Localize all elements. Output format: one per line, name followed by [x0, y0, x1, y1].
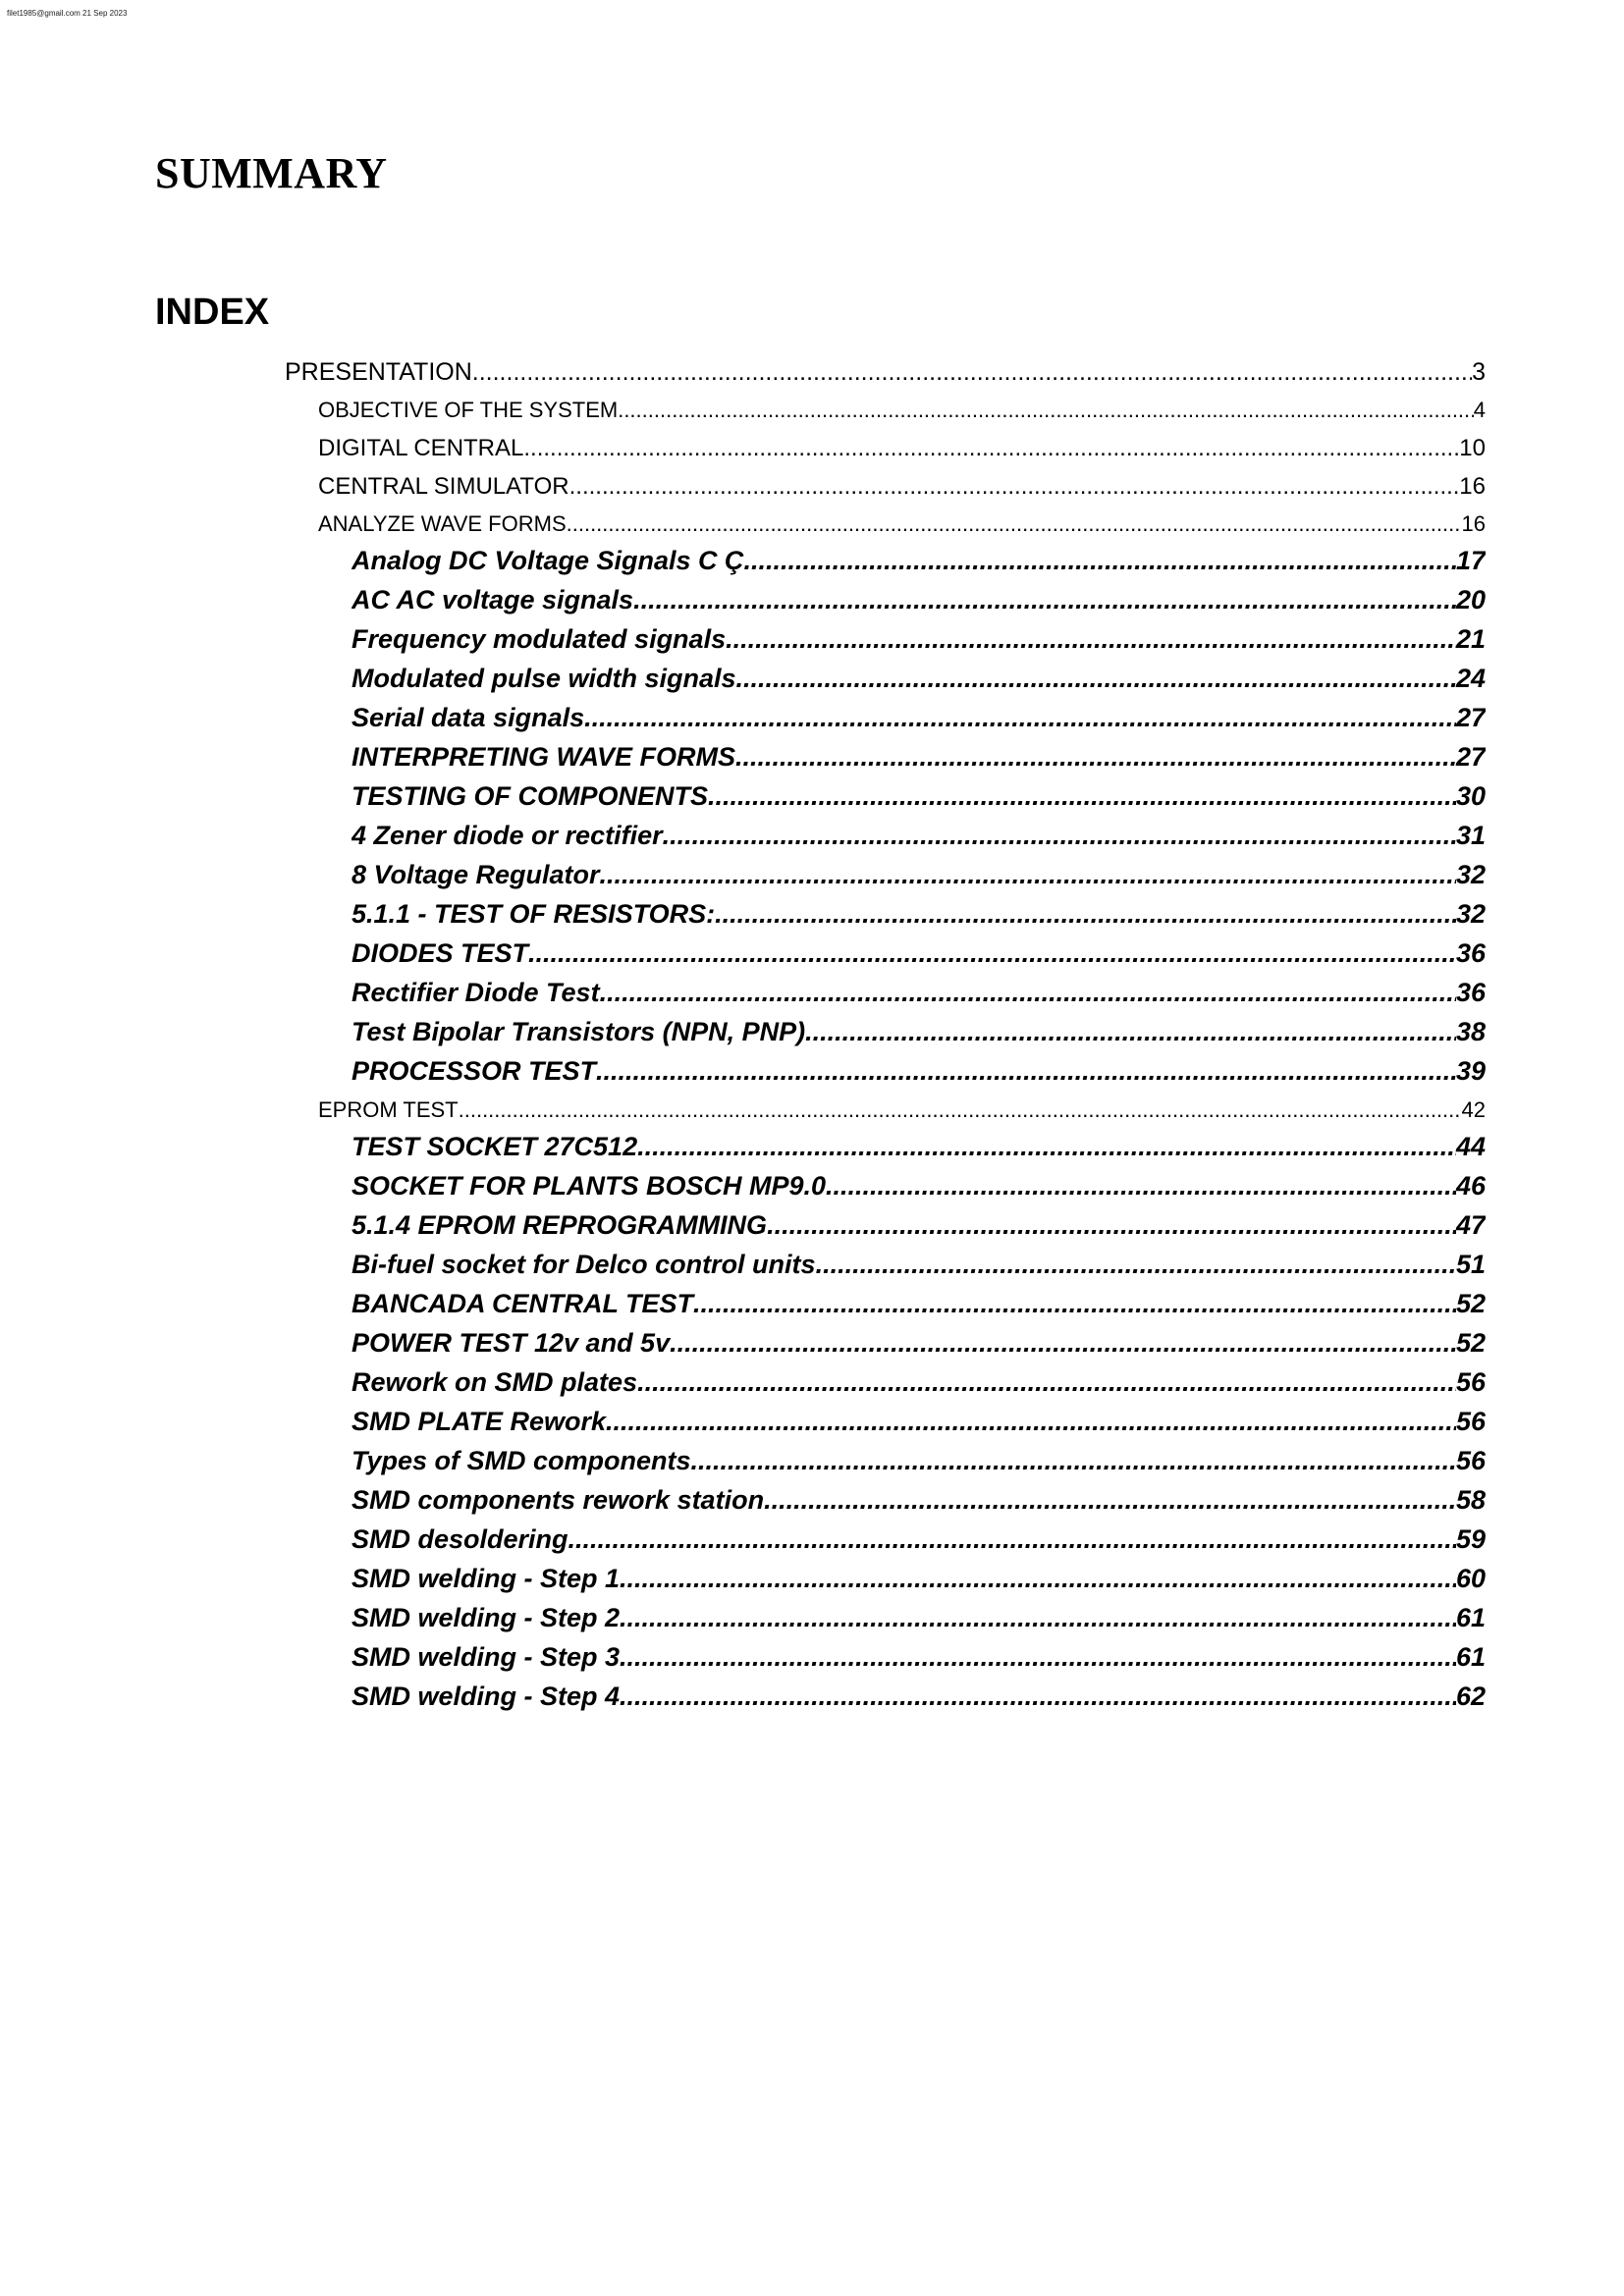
toc-dot-leader: [620, 1564, 1456, 1594]
toc-dot-leader: [726, 624, 1456, 655]
toc-page-number: 56: [1455, 1446, 1486, 1475]
toc-dot-leader: [708, 781, 1456, 812]
toc-page-number: 42: [1461, 1097, 1486, 1122]
toc-entry-title: INTERPRETING WAVE FORMS: [352, 742, 736, 772]
toc-entry[interactable]: [352, 546, 1486, 581]
toc-page-number: 39: [1455, 1056, 1486, 1086]
toc-page-number: 61: [1455, 1642, 1486, 1672]
toc-page-number: 17: [1455, 546, 1486, 575]
toc-dot-leader: [715, 899, 1456, 930]
watermark-text: filet1985@gmail.com 21 Sep 2023: [7, 9, 128, 18]
toc-dot-leader: [764, 1485, 1456, 1516]
toc-dot-leader: [736, 664, 1456, 694]
toc-entry-title: Frequency modulated signals: [352, 624, 727, 654]
toc-entry-title: SMD desoldering: [352, 1524, 568, 1554]
toc-entry[interactable]: [352, 1056, 1486, 1092]
toc-page-number: 52: [1455, 1328, 1486, 1358]
toc-entry[interactable]: [352, 585, 1486, 620]
toc-entry-title: DIODES TEST: [352, 938, 529, 968]
toc-dot-leader: [767, 1210, 1456, 1241]
toc-dot-leader: [663, 821, 1456, 851]
toc-entry-title: ANALYZE WAVE FORMS: [318, 511, 567, 536]
toc-dot-leader: [693, 1289, 1456, 1319]
toc-dot-leader: [620, 1642, 1456, 1673]
toc-page-number: 21: [1455, 624, 1486, 654]
toc-page-number: 32: [1455, 899, 1486, 929]
toc-page-number: 62: [1455, 1682, 1486, 1711]
toc-entry-title: SMD welding - Step 4: [352, 1682, 621, 1711]
toc-entry-title: SMD welding - Step 2: [352, 1603, 621, 1632]
toc-page-number: 58: [1455, 1485, 1486, 1515]
toc-dot-leader: [637, 1367, 1456, 1398]
toc-entry-title: EPROM TEST: [318, 1097, 459, 1122]
toc-entry[interactable]: [352, 1171, 1486, 1206]
toc-page-number: 27: [1455, 742, 1486, 772]
toc-entry[interactable]: [352, 1485, 1486, 1521]
toc-entry[interactable]: [318, 473, 1486, 505]
toc-entry-title: POWER TEST 12v and 5v: [352, 1328, 671, 1358]
toc-dot-leader: [472, 358, 1472, 387]
toc-page-number: 3: [1472, 358, 1486, 386]
toc-dot-leader: [459, 1097, 1462, 1123]
toc-dot-leader: [618, 398, 1474, 423]
toc-entry[interactable]: [352, 742, 1486, 777]
toc-entry[interactable]: [318, 398, 1486, 429]
toc-entry-title: 5.1.4 EPROM REPROGRAMMING: [352, 1210, 768, 1240]
toc-page-number: 27: [1455, 703, 1486, 732]
page-title: SUMMARY: [155, 149, 388, 197]
toc-dot-leader: [568, 1524, 1456, 1555]
toc-entry-title: Rework on SMD plates: [352, 1367, 638, 1397]
toc-entry[interactable]: [318, 1097, 1486, 1129]
toc-page-number: 51: [1455, 1250, 1486, 1279]
toc-entry-title: 8 Voltage Regulator: [352, 860, 600, 889]
toc-entry-title: TEST SOCKET 27C512: [352, 1132, 638, 1161]
toc-page-number: 56: [1455, 1407, 1486, 1436]
index-heading: INDEX: [155, 292, 270, 333]
toc-entry[interactable]: [352, 1446, 1486, 1481]
toc-dot-leader: [600, 978, 1456, 1008]
toc-entry[interactable]: [352, 703, 1486, 738]
toc-dot-leader: [826, 1171, 1456, 1201]
toc-dot-leader: [816, 1250, 1456, 1280]
toc-dot-leader: [744, 546, 1456, 576]
toc-page-number: 56: [1455, 1367, 1486, 1397]
toc-entry-title: SOCKET FOR PLANTS BOSCH MP9.0: [352, 1171, 827, 1201]
toc-dot-leader: [523, 435, 1459, 462]
toc-page-number: 31: [1455, 821, 1486, 850]
toc-page-number: 16: [1459, 473, 1486, 500]
toc-entry-title: TESTING OF COMPONENTS: [352, 781, 709, 811]
toc-page-number: 47: [1455, 1210, 1486, 1240]
toc-dot-leader: [584, 703, 1456, 733]
toc-entry[interactable]: [352, 1407, 1486, 1442]
toc-entry[interactable]: [352, 978, 1486, 1013]
toc-entry-title: Serial data signals: [352, 703, 585, 732]
toc-entry[interactable]: [352, 1017, 1486, 1052]
toc-dot-leader: [620, 1603, 1456, 1633]
toc-entry-title: OBJECTIVE OF THE SYSTEM: [318, 398, 619, 422]
toc-page-number: 20: [1455, 585, 1486, 614]
toc-entry-title: SMD welding - Step 3: [352, 1642, 621, 1672]
toc-entry-title: Analog DC Voltage Signals C Ç: [352, 546, 744, 575]
toc-dot-leader: [670, 1328, 1456, 1359]
toc-page-number: 30: [1455, 781, 1486, 811]
toc-entry[interactable]: [352, 1132, 1486, 1167]
toc-page-number: 59: [1455, 1524, 1486, 1554]
toc-entry-title: Modulated pulse width signals: [352, 664, 736, 693]
toc-dot-leader: [606, 1407, 1456, 1437]
toc-page-number: 38: [1455, 1017, 1486, 1046]
toc-entry-title: AC AC voltage signals: [352, 585, 634, 614]
toc-entry[interactable]: [318, 435, 1486, 466]
toc-entry[interactable]: [352, 1328, 1486, 1363]
toc-page-number: 32: [1455, 860, 1486, 889]
toc-entry[interactable]: [352, 781, 1486, 817]
toc-entry[interactable]: [318, 511, 1486, 543]
toc-dot-leader: [569, 473, 1460, 501]
toc-page-number: 36: [1455, 978, 1486, 1007]
toc-dot-leader: [567, 511, 1462, 537]
toc-entry-title: SMD components rework station: [352, 1485, 765, 1515]
toc-entry[interactable]: [352, 1682, 1486, 1717]
toc-page-number: 61: [1455, 1603, 1486, 1632]
toc-entry[interactable]: [352, 1250, 1486, 1285]
toc-page-number: 52: [1455, 1289, 1486, 1318]
toc-entry-title: Types of SMD components: [352, 1446, 691, 1475]
toc-dot-leader: [691, 1446, 1456, 1476]
toc-dot-leader: [633, 585, 1456, 615]
toc-entry-title: 5.1.1 - TEST OF RESISTORS:: [352, 899, 716, 929]
toc-dot-leader: [805, 1017, 1456, 1047]
toc-entry[interactable]: [352, 1367, 1486, 1403]
toc-dot-leader: [600, 860, 1456, 890]
toc-entry[interactable]: [352, 1642, 1486, 1678]
toc-entry-title: SMD PLATE Rework: [352, 1407, 607, 1436]
toc-dot-leader: [735, 742, 1456, 773]
toc-entry-title: DIGITAL CENTRAL: [318, 435, 524, 461]
toc-entry-title: BANCADA CENTRAL TEST: [352, 1289, 693, 1318]
toc-entry[interactable]: [352, 664, 1486, 699]
toc-entry[interactable]: [352, 860, 1486, 895]
toc-page-number: 60: [1455, 1564, 1486, 1593]
toc-dot-leader: [637, 1132, 1456, 1162]
toc-dot-leader: [620, 1682, 1456, 1712]
toc-entry-title: PRESENTATION: [285, 358, 472, 386]
toc-entry[interactable]: [352, 938, 1486, 974]
toc-page-number: 44: [1455, 1132, 1486, 1161]
toc-page-number: 16: [1461, 511, 1486, 536]
toc-page-number: 10: [1459, 435, 1486, 461]
toc-page-number: 4: [1473, 398, 1486, 422]
toc-page-number: 36: [1455, 938, 1486, 968]
toc-entry[interactable]: [352, 1210, 1486, 1246]
toc-entry-title: Bi-fuel socket for Delco control units: [352, 1250, 816, 1279]
toc-entry-title: PROCESSOR TEST: [352, 1056, 597, 1086]
toc-entry-title: Test Bipolar Transistors (NPN, PNP): [352, 1017, 806, 1046]
toc-entry[interactable]: [352, 1603, 1486, 1638]
toc-entry-title: Rectifier Diode Test: [352, 978, 600, 1007]
toc-entry[interactable]: [285, 358, 1486, 390]
toc-entry[interactable]: [352, 1524, 1486, 1560]
toc-entry-title: CENTRAL SIMULATOR: [318, 473, 569, 500]
toc-entry[interactable]: [352, 821, 1486, 856]
toc-dot-leader: [528, 938, 1456, 969]
toc-page-number: 46: [1455, 1171, 1486, 1201]
toc-entry[interactable]: [352, 1564, 1486, 1599]
toc-entry[interactable]: [352, 624, 1486, 660]
toc-dot-leader: [596, 1056, 1456, 1087]
toc-entry-title: SMD welding - Step 1: [352, 1564, 621, 1593]
toc-entry-title: 4 Zener diode or rectifier: [352, 821, 663, 850]
toc-page-number: 24: [1455, 664, 1486, 693]
toc-entry[interactable]: [352, 899, 1486, 934]
toc-entry[interactable]: [352, 1289, 1486, 1324]
